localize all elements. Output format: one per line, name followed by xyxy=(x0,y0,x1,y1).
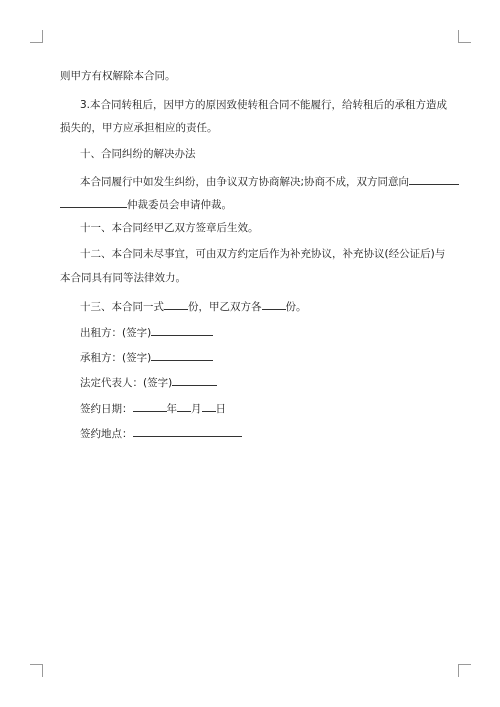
month-blank[interactable] xyxy=(177,400,191,412)
legal-rep-label: 法定代表人：(签字) xyxy=(80,377,173,389)
signing-place-blank[interactable] xyxy=(133,425,242,437)
total-copies-blank[interactable] xyxy=(164,298,188,310)
corner-mark-top-left xyxy=(30,30,43,43)
lessee-signature-line xyxy=(80,349,213,365)
corner-mark-bottom-left xyxy=(30,664,43,677)
copies-text-3: 份。 xyxy=(285,301,307,313)
arbitration-place-blank[interactable] xyxy=(409,173,459,185)
clause-3-line-cont: 损失的，甲方应承担相应的责任。 xyxy=(60,122,218,134)
year-blank[interactable] xyxy=(133,400,167,412)
signing-date-label: 签约日期： xyxy=(80,403,133,415)
lessor-signature-line xyxy=(80,324,213,340)
section-heading-disputes: 十、合同纠纷的解决办法 xyxy=(80,148,196,160)
legal-rep-signature-line xyxy=(80,374,217,390)
supplement-clause-line-cont: 本合同具有同等法律效力。 xyxy=(60,272,186,284)
effective-clause: 十一、本合同经甲乙双方签章后生效。 xyxy=(80,222,259,234)
arbitration-committee-blank[interactable] xyxy=(60,196,127,208)
paragraph-line: 则甲方有权解除本合同。 xyxy=(60,70,176,82)
lessor-label: 出租方：(签字) xyxy=(80,327,152,339)
clause-3-line: 3.本合同转租后，因甲方的原因致使转租合同不能履行，给转租后的承租方造成 xyxy=(80,99,448,111)
year-label: 年 xyxy=(166,403,177,415)
dispute-clause-line xyxy=(80,173,459,189)
lessee-signature-blank[interactable] xyxy=(151,349,213,361)
corner-mark-bottom-right xyxy=(458,664,471,677)
copies-text-1: 十三、本合同一式 xyxy=(80,301,164,313)
signing-date-line xyxy=(80,400,226,416)
legal-rep-signature-blank[interactable] xyxy=(172,374,217,386)
day-label: 日 xyxy=(215,403,226,415)
lessee-label: 承租方：(签字) xyxy=(80,352,152,364)
month-label: 月 xyxy=(191,403,202,415)
corner-mark-top-right xyxy=(458,30,471,43)
copies-text-2: 份，甲乙双方各 xyxy=(188,301,262,313)
signing-place-label: 签约地点： xyxy=(80,428,133,440)
supplement-clause-line: 十二、本合同未尽事宜，可由双方约定后作为补充协议，补充协议(经公证后)与 xyxy=(80,248,446,260)
dispute-clause-text: 本合同履行中如发生纠纷，由争议双方协商解决;协商不成，双方同意向 xyxy=(80,176,410,188)
each-party-copies-blank[interactable] xyxy=(262,298,286,310)
lessor-signature-blank[interactable] xyxy=(151,324,213,336)
dispute-clause-line-cont xyxy=(60,196,232,212)
copies-clause xyxy=(80,298,307,314)
day-blank[interactable] xyxy=(202,400,216,412)
arbitration-text: 仲裁委员会申请仲裁。 xyxy=(127,199,232,211)
signing-place-line xyxy=(80,425,242,441)
